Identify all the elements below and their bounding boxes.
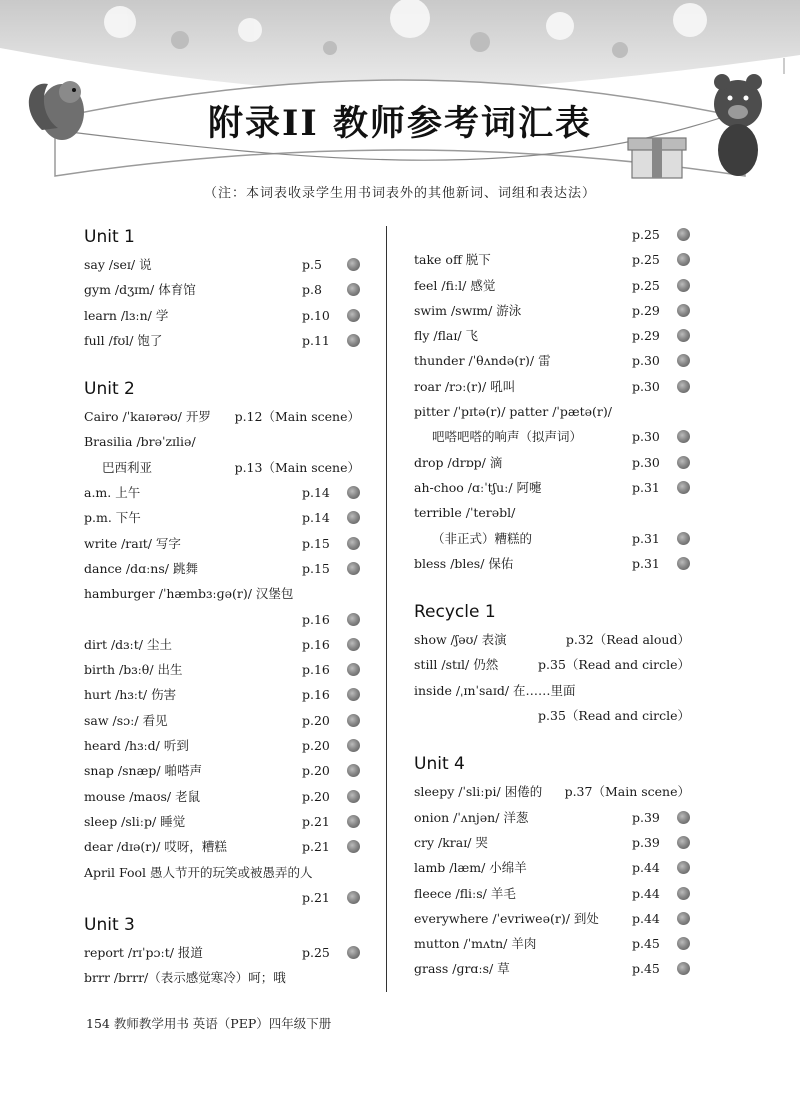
page-reference: p.35（Read and circle） bbox=[538, 657, 690, 673]
page-footer: 154 教师教学用书 英语（PEP）四年级下册 bbox=[86, 1016, 332, 1031]
vocab-entry bbox=[414, 424, 690, 449]
vocab-entry bbox=[414, 273, 690, 298]
book-icon bbox=[677, 557, 690, 570]
vocab-word: bless /bles/ 保佑 bbox=[414, 555, 514, 571]
book-icon bbox=[347, 638, 360, 651]
vocab-word: mouse /maʊs/ 老鼠 bbox=[84, 788, 201, 804]
vocab-word: inside /ˌɪnˈsaɪd/ 在……里面 bbox=[414, 682, 576, 698]
page-reference: p.16 bbox=[302, 687, 330, 703]
page-reference: p.30 bbox=[632, 454, 660, 470]
book-icon bbox=[347, 946, 360, 959]
vocab-word: 巴西利亚 bbox=[102, 459, 153, 475]
vocab-word: learn /lɜːn/ 学 bbox=[84, 307, 169, 323]
vocab-entry bbox=[414, 323, 690, 348]
vocab-word: saw /sɔː/ 看见 bbox=[84, 712, 168, 728]
vocab-entry bbox=[84, 885, 360, 910]
book-icon bbox=[347, 891, 360, 904]
page-reference: p.12（Main scene） bbox=[234, 409, 360, 425]
book-icon bbox=[677, 912, 690, 925]
column-divider bbox=[386, 226, 387, 992]
book-icon bbox=[677, 279, 690, 292]
vocab-entry bbox=[414, 348, 690, 373]
vocab-word: pitter /ˈpɪtə(r)/ patter /ˈpætə(r)/ bbox=[414, 404, 612, 420]
vocab-entry bbox=[414, 703, 690, 728]
page-reference: p.8 bbox=[302, 282, 322, 298]
book-icon bbox=[677, 380, 690, 393]
vocab-entry bbox=[84, 303, 360, 328]
unit-heading: Unit 4 bbox=[414, 754, 465, 775]
page-reference: p.44 bbox=[632, 910, 660, 926]
vocab-word: dear /dɪə(r)/ 哎呀，糟糕 bbox=[84, 839, 227, 855]
book-icon bbox=[677, 861, 690, 874]
vocab-entry bbox=[414, 652, 690, 677]
vocab-entry bbox=[84, 556, 360, 581]
vocab-entry bbox=[84, 328, 360, 353]
book-icon bbox=[677, 329, 690, 342]
note-text: （注：本词表收录学生用书词表外的其他新词、词组和表达法） bbox=[203, 186, 596, 201]
page-reference: p.20 bbox=[302, 763, 330, 779]
vocab-entry bbox=[414, 881, 690, 906]
vocab-entry bbox=[414, 247, 690, 272]
page-reference: p.44 bbox=[632, 885, 660, 901]
section-spacer bbox=[84, 353, 360, 374]
vocab-word: terrible /ˈterəbl/ bbox=[414, 505, 516, 521]
page-reference: p.25 bbox=[632, 227, 660, 242]
page-reference: p.35（Read and circle） bbox=[538, 708, 690, 724]
vocab-entry bbox=[414, 830, 690, 855]
vocab-word: still /stɪl/ 仍然 bbox=[414, 657, 499, 673]
page-reference: p.25 bbox=[632, 252, 660, 268]
vocab-entry bbox=[414, 551, 690, 576]
unit-heading: Unit 1 bbox=[84, 227, 135, 247]
vocab-entry bbox=[414, 906, 690, 931]
book-icon bbox=[347, 511, 360, 524]
vocab-entry bbox=[414, 855, 690, 880]
book-icon bbox=[347, 258, 360, 271]
vocab-word: a.m. 上午 bbox=[84, 485, 141, 501]
vocab-entry bbox=[414, 678, 690, 703]
page-reference: p.16 bbox=[302, 611, 330, 627]
book-icon bbox=[347, 283, 360, 296]
page-reference: p.16 bbox=[302, 662, 330, 678]
vocab-entry bbox=[414, 805, 690, 830]
vocab-entry bbox=[84, 252, 360, 277]
vocab-word: sleepy /ˈsliːpi/ 困倦的 bbox=[414, 784, 543, 800]
vocab-entry bbox=[414, 399, 690, 424]
vocab-word: gym /dʒɪm/ 体育馆 bbox=[84, 282, 196, 298]
page-reference: p.25 bbox=[632, 277, 660, 293]
vocab-entry bbox=[84, 758, 360, 783]
vocab-entry bbox=[84, 429, 360, 454]
vocab-entry bbox=[414, 526, 690, 551]
book-icon bbox=[677, 532, 690, 545]
page-reference: p.21 bbox=[302, 889, 330, 905]
vocab-entry bbox=[414, 222, 690, 247]
page-reference: p.10 bbox=[302, 307, 330, 323]
vocab-entry bbox=[84, 657, 360, 682]
vocab-word: （非正式）糟糕的 bbox=[432, 530, 533, 546]
page-reference: p.20 bbox=[302, 788, 330, 804]
vocab-word: drop /drɒp/ 滴 bbox=[414, 454, 503, 470]
book-icon bbox=[677, 354, 690, 367]
page-reference: p.29 bbox=[632, 328, 660, 344]
vocab-entry bbox=[84, 531, 360, 556]
page-reference: p.11 bbox=[302, 332, 330, 348]
vocab-entry bbox=[84, 455, 360, 480]
page-reference: p.39 bbox=[632, 809, 660, 825]
book-icon bbox=[677, 887, 690, 900]
vocab-entry bbox=[414, 298, 690, 323]
book-icon bbox=[347, 334, 360, 347]
vocab-word: brrr /brrr/（表示感觉寒冷）呵；哦 bbox=[84, 970, 286, 986]
page-reference: p.20 bbox=[302, 712, 330, 728]
book-icon bbox=[677, 304, 690, 317]
book-icon bbox=[677, 253, 690, 266]
book-icon bbox=[347, 739, 360, 752]
vocab-word: heard /hɜːd/ 听到 bbox=[84, 738, 189, 754]
page-reference: p.31 bbox=[632, 530, 660, 546]
vocab-entry bbox=[84, 733, 360, 758]
vocab-word: show /ʃəʊ/ 表演 bbox=[414, 632, 507, 648]
page-reference: p.14 bbox=[302, 485, 330, 501]
vocab-entry bbox=[84, 480, 360, 505]
vocab-word: Cairo /ˈkaɪərəʊ/ 开罗 bbox=[84, 409, 211, 425]
vocab-entry bbox=[84, 860, 360, 885]
vocab-entry bbox=[84, 809, 360, 834]
vocab-word: sleep /sliːp/ 睡觉 bbox=[84, 813, 186, 829]
vocab-word: April Fool 愚人节开的玩笑或被愚弄的人 bbox=[84, 864, 313, 880]
book-icon bbox=[677, 836, 690, 849]
vocab-word: onion /ˈʌnjən/ 洋葱 bbox=[414, 809, 529, 825]
page-reference: p.45 bbox=[632, 961, 660, 977]
page-reference: p.14 bbox=[302, 510, 330, 526]
section-spacer bbox=[414, 728, 690, 749]
vocab-word: roar /rɔː(r)/ 吼叫 bbox=[414, 378, 516, 394]
vocab-entry bbox=[84, 581, 360, 606]
page-reference: p.45 bbox=[632, 936, 660, 952]
vocab-entry bbox=[84, 404, 360, 429]
book-icon bbox=[677, 937, 690, 950]
book-icon bbox=[347, 840, 360, 853]
page-reference: p.31 bbox=[632, 479, 660, 495]
vocab-word: feel /fiːl/ 感觉 bbox=[414, 277, 496, 293]
vocab-entry bbox=[84, 277, 360, 302]
vocab-word: birth /bɜːθ/ 出生 bbox=[84, 662, 183, 678]
page-reference: p.37（Main scene） bbox=[564, 784, 690, 800]
vocab-entry bbox=[84, 607, 360, 632]
page-reference: p.30 bbox=[632, 353, 660, 369]
vocab-word: snap /snæp/ 啪嗒声 bbox=[84, 763, 203, 779]
page-reference: p.15 bbox=[302, 535, 330, 551]
book-icon bbox=[347, 764, 360, 777]
page-reference: p.16 bbox=[302, 636, 330, 652]
vocab-word: hamburger /ˈhæmbɜːɡə(r)/ 汉堡包 bbox=[84, 586, 294, 602]
vocab-word: 吧嗒吧嗒的响声（拟声词） bbox=[432, 429, 583, 445]
book-icon bbox=[347, 613, 360, 626]
vocab-entry bbox=[84, 505, 360, 530]
vocab-word: lamb /læm/ 小绵羊 bbox=[414, 860, 527, 876]
vocab-word: fly /flaɪ/ 飞 bbox=[414, 328, 479, 344]
book-icon bbox=[677, 481, 690, 494]
vocab-word: dirt /dɜːt/ 尘土 bbox=[84, 636, 172, 652]
page-reference: p.25 bbox=[302, 945, 330, 961]
page-reference: p.13（Main scene） bbox=[234, 459, 360, 475]
vocab-entry bbox=[84, 834, 360, 859]
book-icon bbox=[347, 537, 360, 550]
page-reference: p.32（Read aloud） bbox=[565, 632, 690, 648]
vocab-word: Brasilia /brəˈzɪliə/ bbox=[84, 434, 196, 450]
section-spacer bbox=[414, 576, 690, 597]
page-reference: p.30 bbox=[632, 378, 660, 394]
vocab-entry bbox=[84, 632, 360, 657]
vocab-word: cry /kraɪ/ 哭 bbox=[414, 834, 488, 850]
vocab-word: dance /dɑːns/ 跳舞 bbox=[84, 560, 198, 576]
vocab-word: say /seɪ/ 说 bbox=[84, 257, 152, 272]
page-reference: p.44 bbox=[632, 860, 660, 876]
vocab-word: grass /ɡrɑːs/ 草 bbox=[414, 961, 510, 977]
vocab-entry bbox=[414, 931, 690, 956]
vocab-entry bbox=[414, 450, 690, 475]
page-reference: p.21 bbox=[302, 839, 330, 855]
vocab-word: thunder /ˈθʌndə(r)/ 雷 bbox=[414, 353, 551, 369]
left-column bbox=[84, 222, 360, 991]
book-icon bbox=[347, 309, 360, 322]
vocab-entry bbox=[414, 779, 690, 804]
unit-heading: Unit 2 bbox=[84, 379, 135, 400]
page-reference: p.21 bbox=[302, 813, 330, 829]
vocab-entry bbox=[414, 475, 690, 500]
book-icon bbox=[347, 790, 360, 803]
vocab-word: hurt /hɜːt/ 伤害 bbox=[84, 687, 177, 703]
unit-heading: Recycle 1 bbox=[414, 602, 496, 623]
vocab-word: swim /swɪm/ 游泳 bbox=[414, 302, 522, 318]
book-icon bbox=[347, 663, 360, 676]
book-icon bbox=[347, 486, 360, 499]
vocab-word: full /fʊl/ 饱了 bbox=[84, 332, 163, 348]
unit-heading: Unit 3 bbox=[84, 915, 135, 936]
vocab-word: mutton /ˈmʌtn/ 羊肉 bbox=[414, 936, 537, 952]
book-icon bbox=[347, 714, 360, 727]
vocab-word: report /rɪˈpɔːt/ 报道 bbox=[84, 945, 203, 961]
book-icon bbox=[347, 688, 360, 701]
vocab-entry bbox=[414, 627, 690, 652]
book-icon bbox=[347, 815, 360, 828]
book-icon bbox=[677, 962, 690, 975]
vocab-word: everywhere /ˈevriweə(r)/ 到处 bbox=[414, 910, 599, 926]
vocab-word: write /raɪt/ 写字 bbox=[84, 535, 181, 551]
vocab-word: ah-choo /ɑːˈtʃuː/ 阿嚏 bbox=[414, 479, 542, 495]
vocab-entry bbox=[84, 682, 360, 707]
book-icon bbox=[677, 811, 690, 824]
book-icon bbox=[347, 562, 360, 575]
vocab-entry bbox=[84, 784, 360, 809]
vocab-entry bbox=[414, 374, 690, 399]
vocab-entry bbox=[84, 708, 360, 733]
page-reference: p.39 bbox=[632, 834, 660, 850]
book-icon bbox=[677, 456, 690, 469]
vocab-word: fleece /fliːs/ 羊毛 bbox=[414, 885, 516, 901]
right-column bbox=[414, 222, 690, 982]
page-reference: p.31 bbox=[632, 555, 660, 571]
vocab-entry bbox=[84, 965, 360, 990]
vocab-entry bbox=[414, 500, 690, 525]
book-icon bbox=[677, 430, 690, 443]
vocab-entry bbox=[84, 940, 360, 965]
vocab-word: take off 脱下 bbox=[414, 252, 491, 268]
page-reference: p.20 bbox=[302, 738, 330, 754]
page-reference: p.30 bbox=[632, 429, 660, 445]
vocab-entry bbox=[414, 956, 690, 981]
page-reference: p.5 bbox=[302, 257, 322, 272]
page-title: 附录II 教师参考词汇表 bbox=[208, 103, 592, 144]
book-icon bbox=[677, 228, 690, 241]
page-reference: p.29 bbox=[632, 302, 660, 318]
page-reference: p.15 bbox=[302, 560, 330, 576]
vocab-word: p.m. 下午 bbox=[84, 510, 141, 526]
